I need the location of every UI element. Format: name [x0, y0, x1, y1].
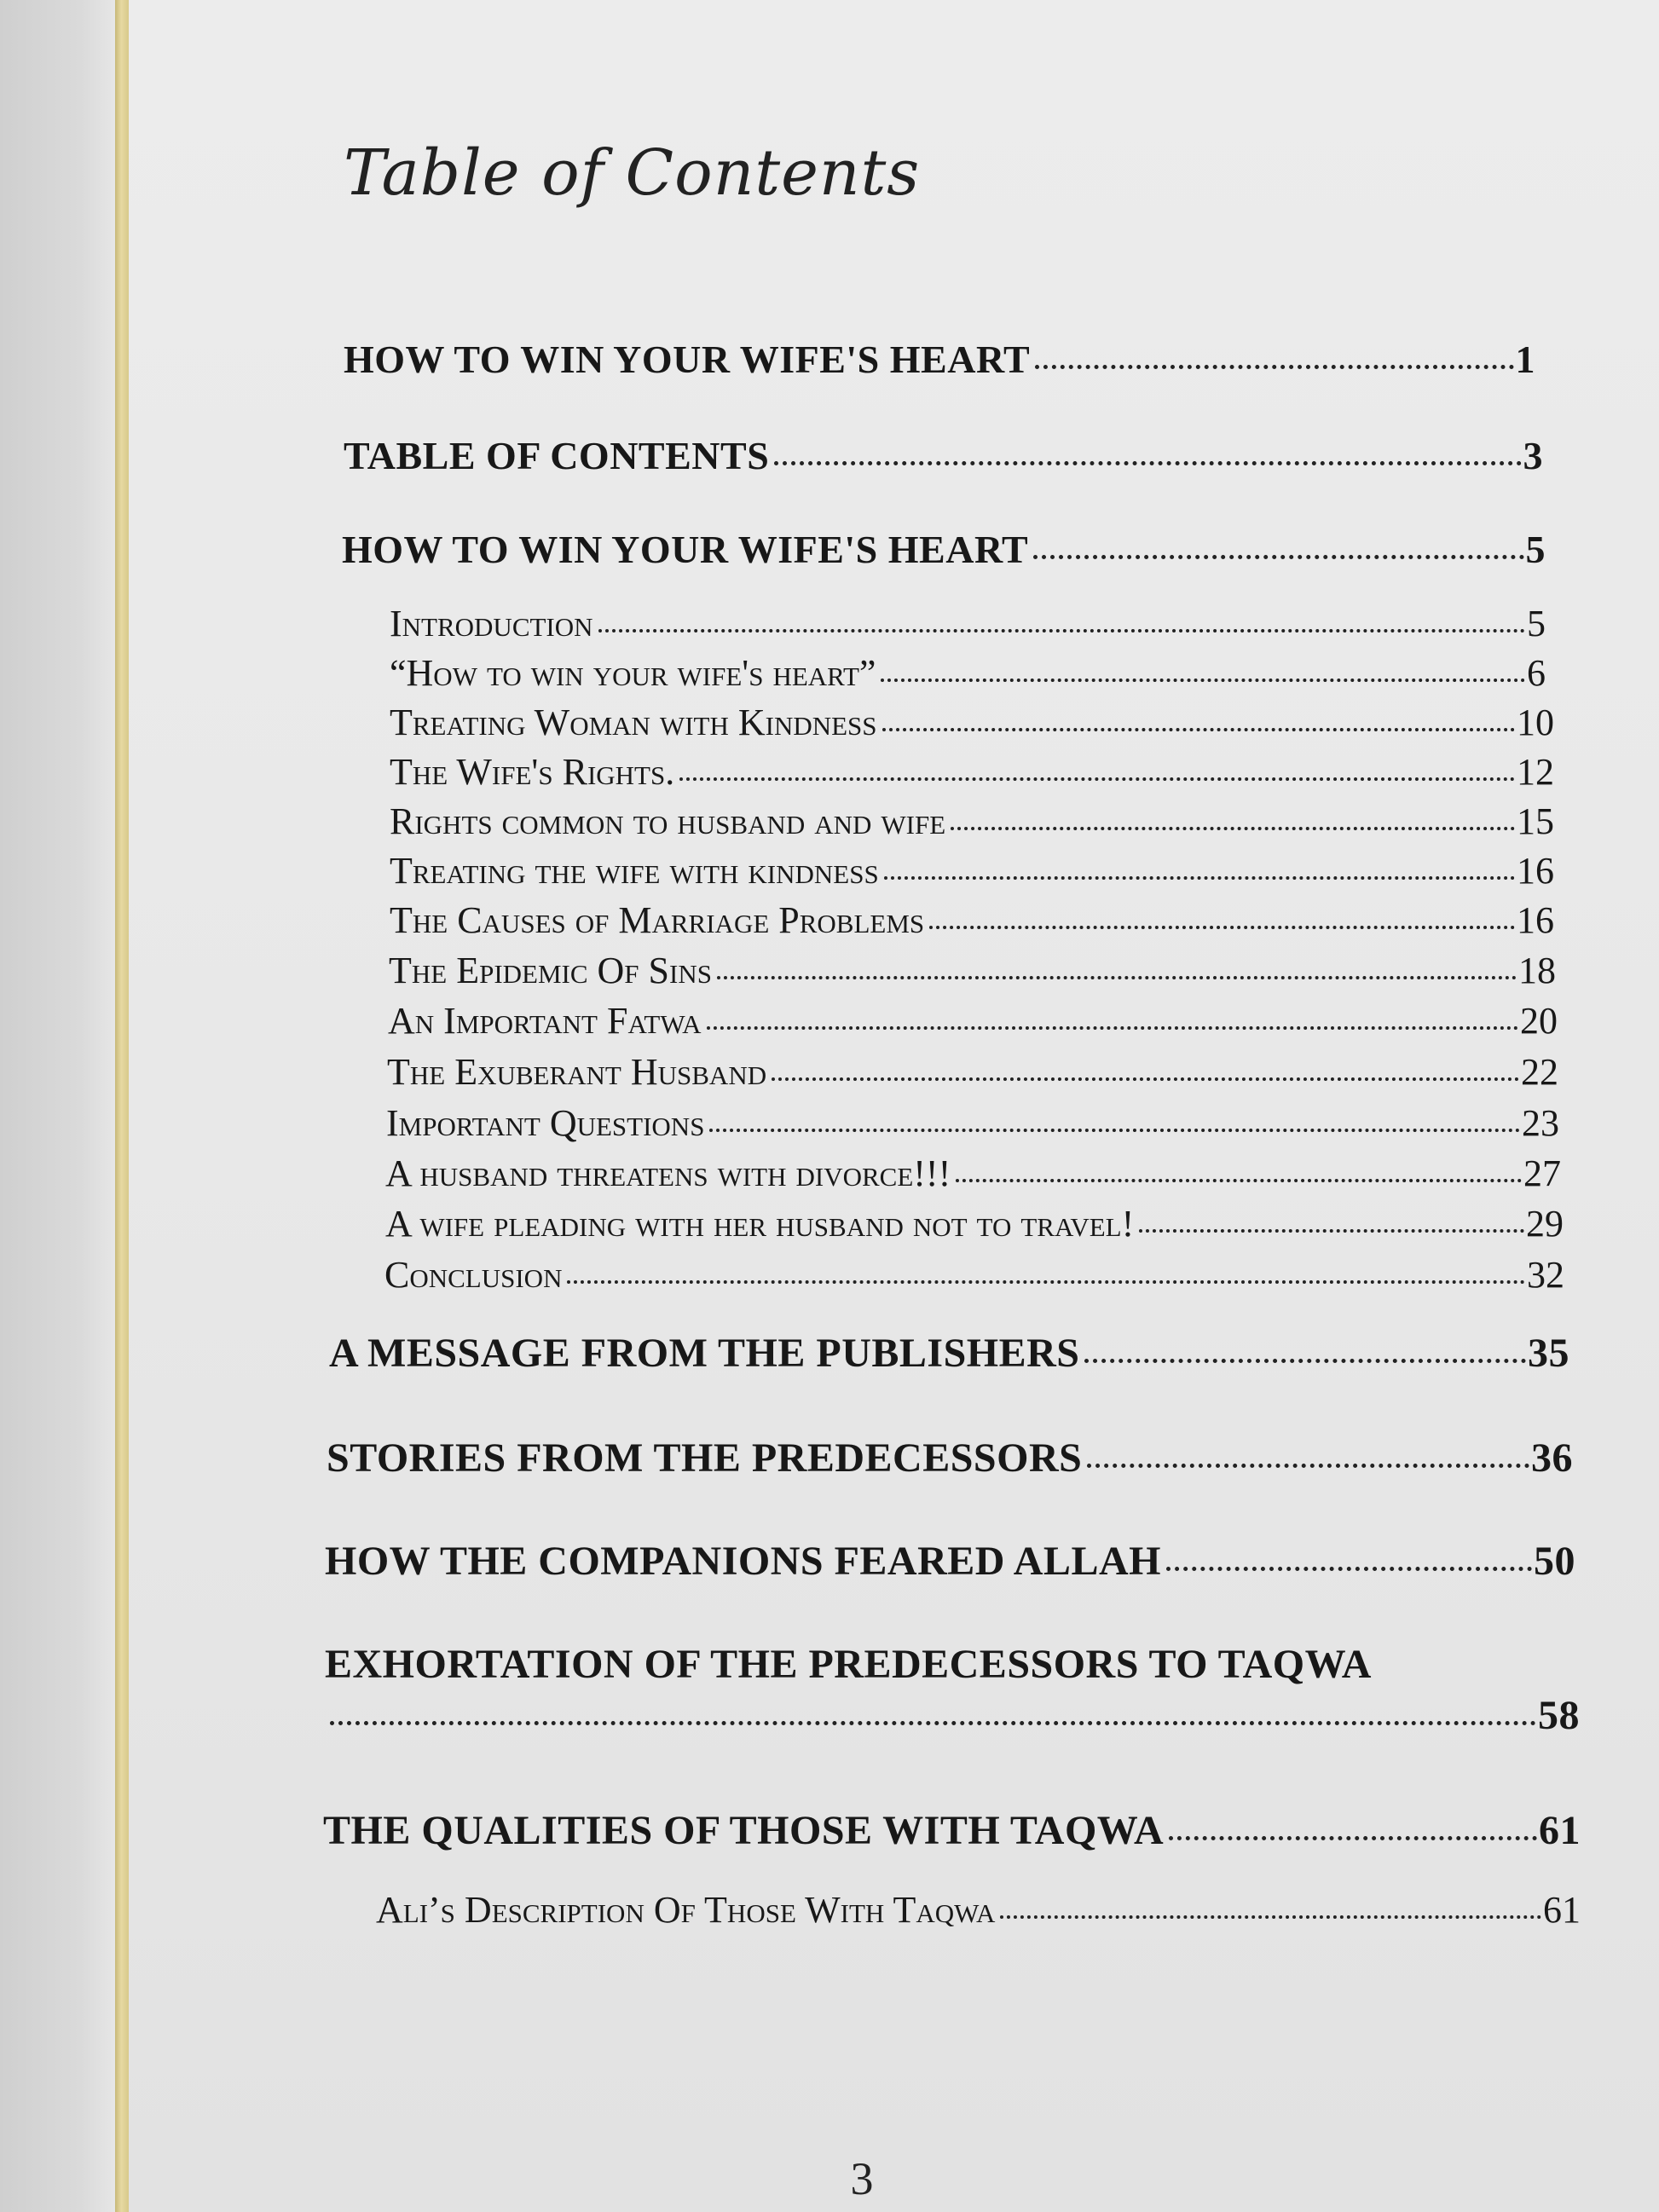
leader-dots [951, 827, 1515, 830]
toc-subentry [390, 849, 1554, 892]
toc-title: Table of Contents [344, 136, 921, 210]
toc-subentry [384, 1253, 1564, 1297]
toc-entry-label: Ali’s Description Of Those With Taqwa [376, 1889, 996, 1931]
toc-entry-label: STORIES FROM THE PREDECESSORS [327, 1435, 1083, 1481]
table-of-contents [129, 0, 1659, 2212]
toc-entry-label: Important Questions [386, 1102, 705, 1144]
toc-entry-page: 3 [1523, 434, 1543, 477]
toc-subentry [390, 602, 1546, 645]
toc-subentry [390, 800, 1554, 843]
toc-entry-page: 36 [1531, 1435, 1573, 1481]
toc-entry [342, 527, 1546, 572]
leader-dots [1139, 1229, 1524, 1233]
toc-entry-label: “How to win your wife's heart” [390, 652, 876, 694]
toc-entry-label: THE QUALITIES OF THOSE WITH TAQWA [323, 1808, 1165, 1853]
leader-dots [956, 1179, 1522, 1182]
toc-entry-label: EXHORTATION OF THE PREDECESSORS TO TAQWA [325, 1642, 1372, 1687]
toc-entry-page: 1 [1515, 338, 1535, 381]
toc-entry-page: 18 [1518, 950, 1556, 991]
leader-dots [1169, 1836, 1537, 1840]
toc-entry-page: 16 [1517, 850, 1554, 892]
toc-subentry [390, 898, 1554, 942]
toc-entry-label: A MESSAGE FROM THE PUBLISHERS [329, 1331, 1080, 1376]
toc-entry-label: HOW TO WIN YOUR WIFE'S HEART [344, 338, 1031, 381]
leader-dots [717, 976, 1517, 979]
toc-entry-page: 32 [1527, 1254, 1564, 1296]
toc-subentry [388, 999, 1558, 1042]
leader-dots [567, 1280, 1525, 1284]
toc-entry-page: 58 [1538, 1693, 1580, 1738]
leader-dots [772, 1077, 1519, 1081]
toc-entry [344, 337, 1535, 382]
page-gutter [115, 0, 129, 2212]
leader-dots [679, 777, 1515, 781]
toc-entry-page: 10 [1517, 702, 1554, 743]
toc-entry-label: The Exuberant Husband [387, 1051, 767, 1093]
toc-entry-label: The Wife's Rights. [390, 751, 675, 793]
leader-dots [1166, 1567, 1532, 1571]
toc-entry [325, 1538, 1575, 1585]
toc-entry [323, 1807, 1581, 1854]
leader-dots [884, 876, 1515, 880]
leader-dots [707, 1026, 1518, 1030]
toc-subentry [390, 750, 1554, 794]
page-number: 3 [850, 2153, 874, 2204]
toc-entry [344, 433, 1543, 478]
toc-entry-page: 35 [1528, 1331, 1569, 1376]
leader-dots [1033, 555, 1523, 559]
toc-entry-label: Introduction [390, 603, 593, 644]
left-page-edge [0, 0, 115, 2212]
toc-subentry [390, 651, 1546, 695]
toc-entry-page: 20 [1520, 1000, 1558, 1042]
toc-entry-page: 29 [1526, 1203, 1564, 1245]
toc-entry-page: 50 [1534, 1539, 1575, 1584]
toc-entry-label: HOW THE COMPANIONS FEARED ALLAH [325, 1539, 1161, 1584]
leader-dots [1035, 365, 1513, 369]
toc-entry-page: 16 [1517, 899, 1554, 941]
toc-entry-label: Treating the wife with kindness [390, 850, 879, 892]
leader-dots [1087, 1464, 1529, 1468]
toc-entry-label: The Epidemic Of Sins [389, 950, 712, 991]
leader-dots [881, 679, 1525, 682]
leader-dots [1000, 1915, 1541, 1919]
toc-entry-page: 22 [1521, 1051, 1558, 1093]
toc-entry-label: Conclusion [384, 1254, 563, 1296]
toc-entry [327, 1435, 1573, 1481]
toc-subentry [390, 701, 1554, 744]
toc-subentry [387, 1050, 1558, 1094]
toc-entry-label: A husband threatens with divorce!!! [385, 1152, 951, 1194]
toc-entry-label: TABLE OF CONTENTS [344, 434, 770, 477]
book-page [129, 0, 1659, 2212]
toc-entry-page: 61 [1543, 1889, 1581, 1931]
toc-entry-label: A wife pleading with her husband not to travel! [385, 1203, 1135, 1245]
leader-dots [1084, 1359, 1526, 1363]
toc-entry [329, 1330, 1569, 1377]
toc-entry-label: Treating Woman with Kindness [390, 702, 877, 743]
toc-subentry [389, 949, 1556, 992]
toc-subentry [385, 1152, 1561, 1195]
leader-dots [330, 1721, 1536, 1725]
leader-dots [929, 926, 1515, 929]
leader-dots [774, 461, 1521, 465]
toc-subentry [376, 1888, 1581, 1932]
toc-entry-label: Rights common to husband and wife [390, 800, 946, 842]
toc-entry-label: The Causes of Marriage Problems [390, 899, 925, 941]
leader-dots [882, 728, 1515, 731]
toc-entry-page: 6 [1527, 652, 1546, 694]
toc-entry-page: 15 [1517, 800, 1554, 842]
leader-dots [598, 629, 1525, 632]
toc-subentry [385, 1202, 1564, 1245]
toc-entry-label: An Important Fatwa [388, 1000, 702, 1042]
toc-entry-page: 23 [1522, 1102, 1559, 1144]
toc-entry [330, 1692, 1580, 1739]
leader-dots [709, 1129, 1520, 1132]
toc-entry-page: 61 [1539, 1808, 1581, 1853]
toc-entry-page: 5 [1527, 603, 1546, 644]
toc-entry-page: 12 [1517, 751, 1554, 793]
toc-entry-page: 27 [1523, 1152, 1561, 1194]
toc-entry-page: 5 [1525, 528, 1546, 571]
toc-entry-label: HOW TO WIN YOUR WIFE'S HEART [342, 528, 1029, 571]
toc-subentry [386, 1101, 1559, 1145]
